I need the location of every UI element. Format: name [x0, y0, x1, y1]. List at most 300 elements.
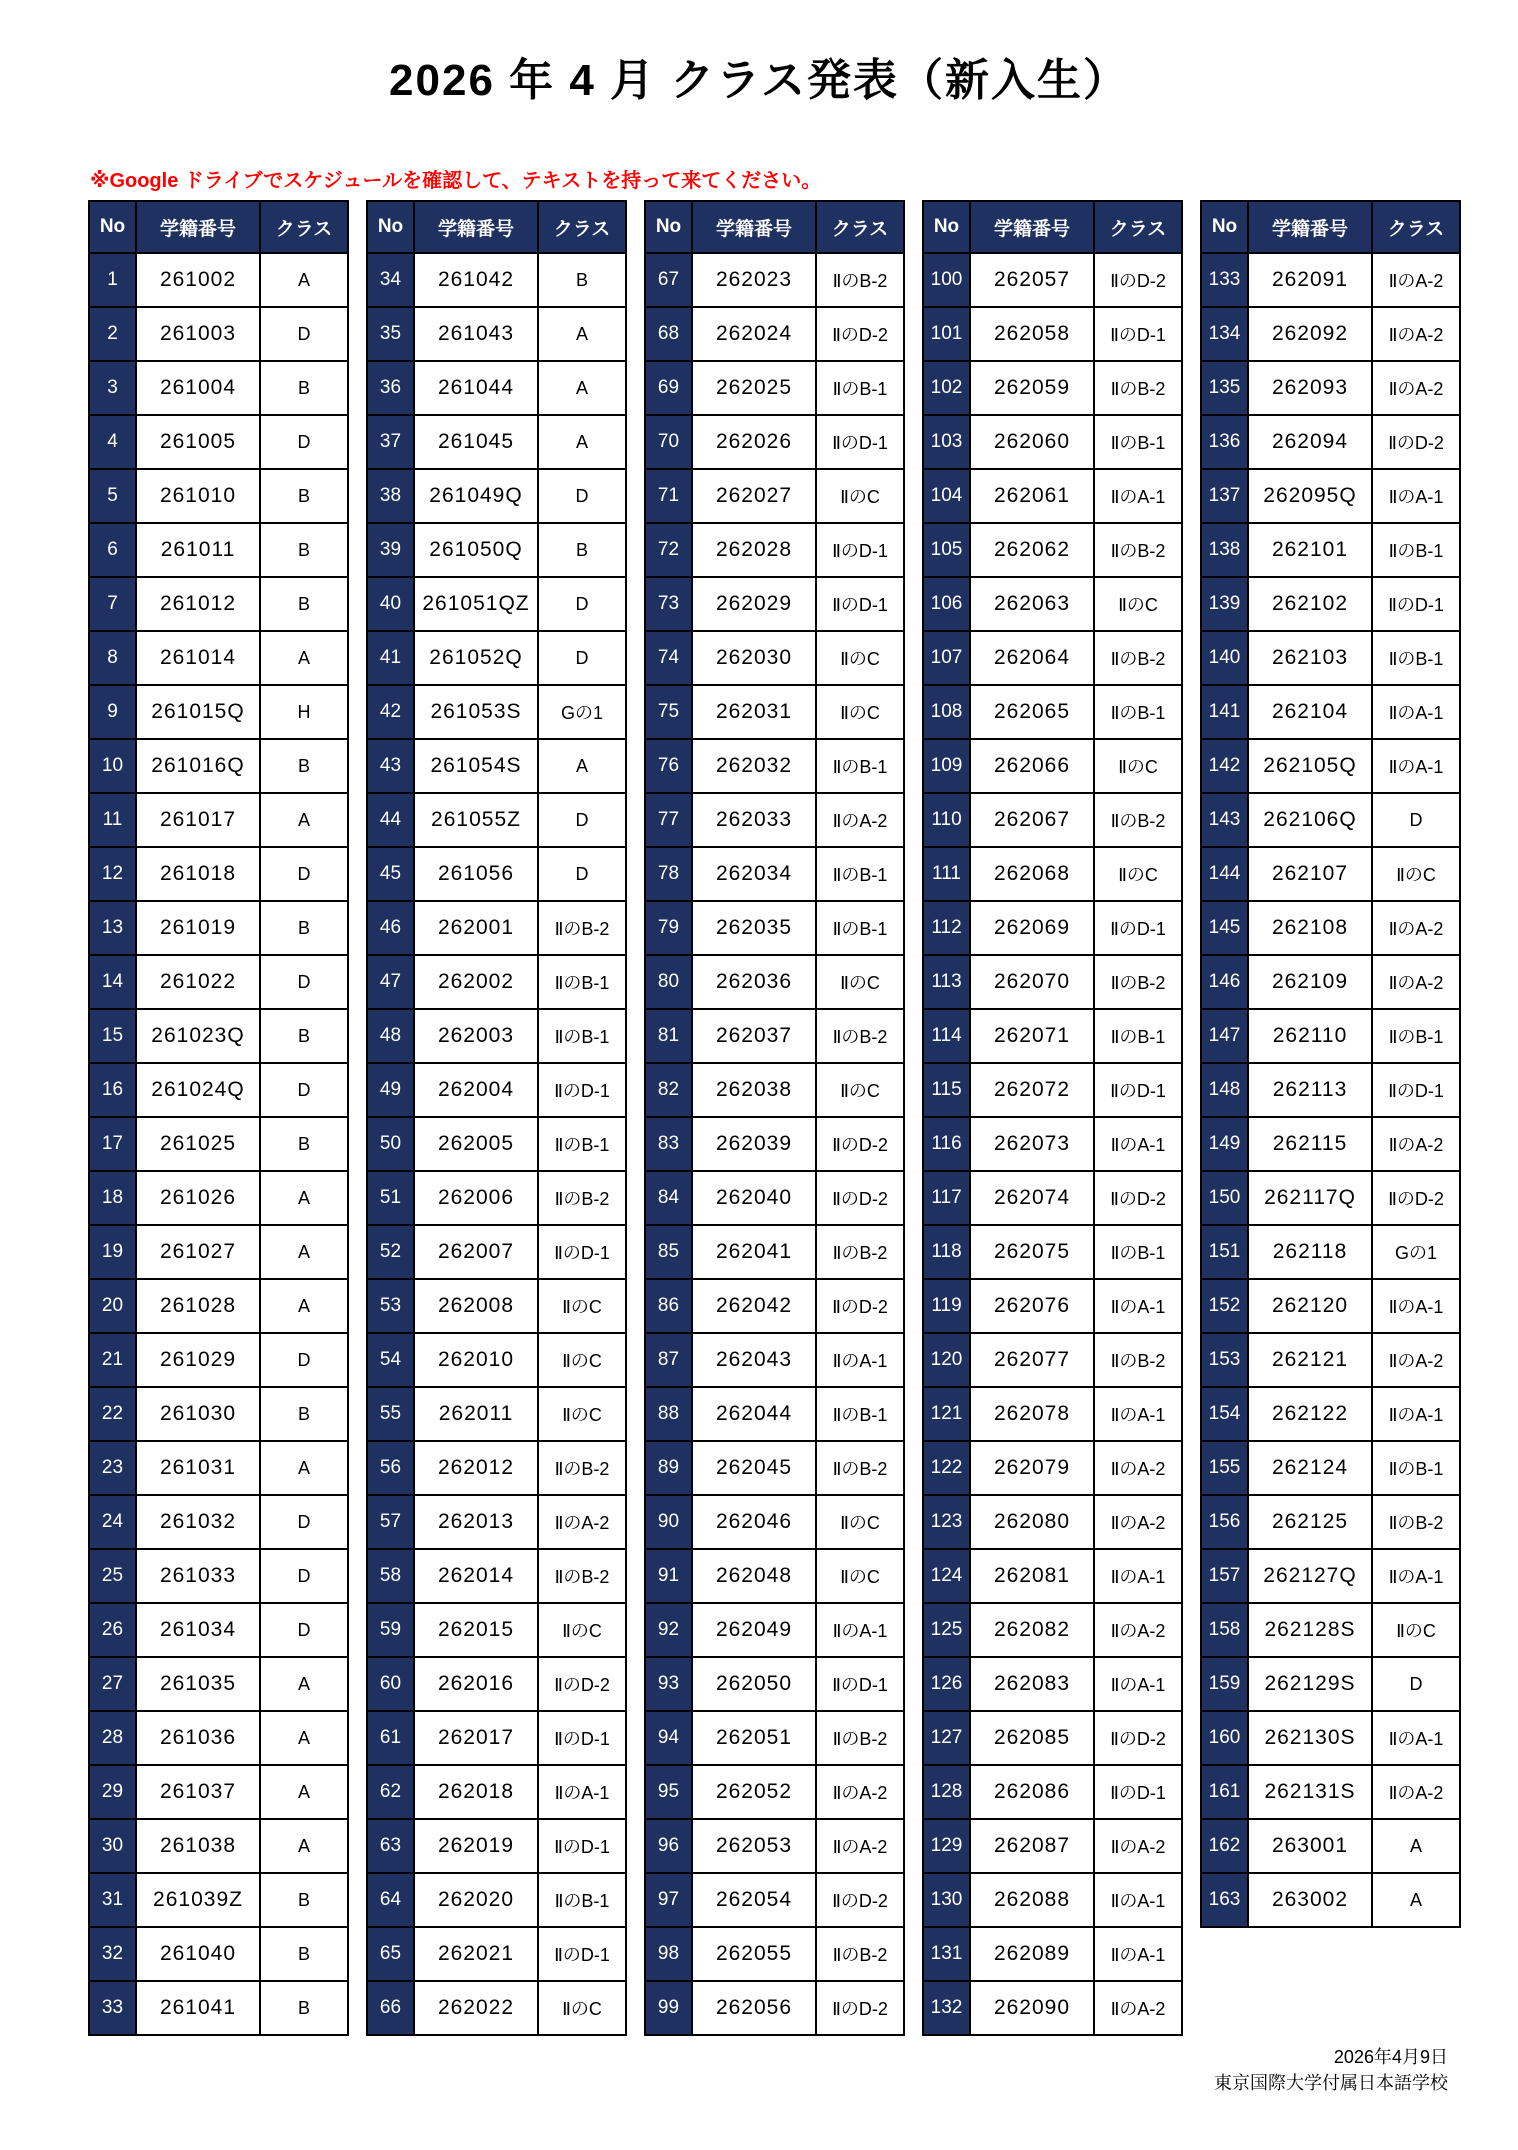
row-number-cell: 29 [89, 1765, 136, 1819]
student-id-cell: 261028 [136, 1279, 260, 1333]
class-cell: A [1372, 1819, 1460, 1873]
student-id-cell: 262091 [1248, 253, 1372, 307]
class-cell: ⅡのB-1 [1094, 1009, 1182, 1063]
row-number-cell: 91 [645, 1549, 692, 1603]
class-cell: ⅡのD-1 [538, 1225, 626, 1279]
row-number-cell: 156 [1201, 1495, 1248, 1549]
row-number-cell: 129 [923, 1819, 970, 1873]
table-row [645, 361, 904, 415]
table-row [645, 1117, 904, 1171]
row-number-cell: 76 [645, 739, 692, 793]
student-id-cell: 262094 [1248, 415, 1372, 469]
row-number-cell: 54 [367, 1333, 414, 1387]
student-id-cell: 262002 [414, 955, 538, 1009]
row-number-cell: 104 [923, 469, 970, 523]
student-id-cell: 262005 [414, 1117, 538, 1171]
student-id-cell: 262033 [692, 793, 816, 847]
row-number-cell: 157 [1201, 1549, 1248, 1603]
table-row [1201, 1765, 1460, 1819]
class-cell: D [260, 307, 348, 361]
class-cell: ⅡのA-2 [816, 1819, 904, 1873]
row-number-cell: 161 [1201, 1765, 1248, 1819]
table-row [1201, 1171, 1460, 1225]
table-row [367, 361, 626, 415]
table-row [923, 1117, 1182, 1171]
class-cell: ⅡのB-1 [538, 1873, 626, 1927]
table-row [367, 1873, 626, 1927]
table-row [1201, 901, 1460, 955]
row-number-cell: 38 [367, 469, 414, 523]
class-cell: ⅡのD-2 [816, 1873, 904, 1927]
row-number-cell: 115 [923, 1063, 970, 1117]
row-number-cell: 51 [367, 1171, 414, 1225]
class-cell: ⅡのB-2 [816, 1711, 904, 1765]
row-number-cell: 64 [367, 1873, 414, 1927]
table-row [367, 1819, 626, 1873]
class-cell: ⅡのB-2 [816, 1225, 904, 1279]
class-table-body [89, 253, 348, 2035]
table-row [89, 685, 348, 739]
student-id-cell: 262043 [692, 1333, 816, 1387]
row-number-cell: 149 [1201, 1117, 1248, 1171]
student-id-cell: 262049 [692, 1603, 816, 1657]
student-id-cell: 261038 [136, 1819, 260, 1873]
table-row [645, 1927, 904, 1981]
row-number-cell: 142 [1201, 739, 1248, 793]
student-id-cell: 262054 [692, 1873, 816, 1927]
class-cell: ⅡのB-2 [1094, 361, 1182, 415]
class-table-2 [366, 200, 627, 2036]
row-number-cell: 31 [89, 1873, 136, 1927]
row-number-cell: 59 [367, 1603, 414, 1657]
student-id-cell: 262087 [970, 1819, 1094, 1873]
column-header-class: クラス [1094, 201, 1182, 253]
table-row [89, 1657, 348, 1711]
table-row [645, 1495, 904, 1549]
student-id-cell: 261042 [414, 253, 538, 307]
row-number-cell: 160 [1201, 1711, 1248, 1765]
student-id-cell: 261002 [136, 253, 260, 307]
class-table-1 [88, 200, 349, 2036]
row-number-cell: 47 [367, 955, 414, 1009]
student-id-cell: 263002 [1248, 1873, 1372, 1927]
table-row [923, 577, 1182, 631]
class-cell: ⅡのC [1372, 1603, 1460, 1657]
class-cell: ⅡのB-1 [538, 955, 626, 1009]
student-id-cell: 262063 [970, 577, 1094, 631]
student-id-cell: 261052Q [414, 631, 538, 685]
row-number-cell: 41 [367, 631, 414, 685]
row-number-cell: 84 [645, 1171, 692, 1225]
class-cell: ⅡのB-2 [1372, 1495, 1460, 1549]
class-cell: Gの1 [1372, 1225, 1460, 1279]
table-row [645, 1873, 904, 1927]
class-cell: ⅡのA-1 [1372, 1387, 1460, 1441]
student-id-cell: 261056 [414, 847, 538, 901]
class-cell: A [260, 631, 348, 685]
class-cell: ⅡのB-2 [816, 1009, 904, 1063]
table-row [367, 901, 626, 955]
class-cell: D [260, 955, 348, 1009]
table-row [645, 631, 904, 685]
row-number-cell: 30 [89, 1819, 136, 1873]
table-row [89, 1981, 348, 2035]
table-row [367, 1117, 626, 1171]
class-cell: D [538, 469, 626, 523]
student-id-cell: 262092 [1248, 307, 1372, 361]
student-id-cell: 262034 [692, 847, 816, 901]
row-number-cell: 135 [1201, 361, 1248, 415]
class-cell: ⅡのA-2 [816, 793, 904, 847]
table-row [645, 793, 904, 847]
row-number-cell: 123 [923, 1495, 970, 1549]
table-row [923, 253, 1182, 307]
class-cell: ⅡのB-1 [1372, 523, 1460, 577]
row-number-cell: 128 [923, 1765, 970, 1819]
row-number-cell: 25 [89, 1549, 136, 1603]
column-header-no: No [923, 201, 970, 253]
row-number-cell: 70 [645, 415, 692, 469]
student-id-cell: 261032 [136, 1495, 260, 1549]
class-cell: ⅡのC [538, 1387, 626, 1441]
student-id-cell: 262072 [970, 1063, 1094, 1117]
student-id-cell: 262073 [970, 1117, 1094, 1171]
student-id-cell: 262056 [692, 1981, 816, 2035]
student-id-cell: 262095Q [1248, 469, 1372, 523]
table-row [89, 955, 348, 1009]
student-id-cell: 262106Q [1248, 793, 1372, 847]
class-cell: ⅡのC [538, 1333, 626, 1387]
class-cell: ⅡのB-2 [816, 253, 904, 307]
table-row [923, 901, 1182, 955]
student-id-cell: 261003 [136, 307, 260, 361]
table-row [89, 1873, 348, 1927]
class-cell: ⅡのA-1 [1094, 1657, 1182, 1711]
row-number-cell: 82 [645, 1063, 692, 1117]
table-row [645, 739, 904, 793]
class-cell: A [538, 307, 626, 361]
student-id-cell: 262060 [970, 415, 1094, 469]
class-cell: ⅡのC [816, 1063, 904, 1117]
table-row [89, 1063, 348, 1117]
student-id-cell: 262027 [692, 469, 816, 523]
student-id-cell: 262108 [1248, 901, 1372, 955]
student-id-cell: 262075 [970, 1225, 1094, 1279]
student-id-cell: 262122 [1248, 1387, 1372, 1441]
class-cell: B [260, 577, 348, 631]
column-header-class: クラス [538, 201, 626, 253]
class-cell: D [538, 631, 626, 685]
row-number-cell: 94 [645, 1711, 692, 1765]
class-cell: ⅡのD-2 [1094, 1711, 1182, 1765]
class-cell: B [260, 739, 348, 793]
student-id-cell: 262014 [414, 1549, 538, 1603]
class-cell: ⅡのA-1 [1094, 1549, 1182, 1603]
row-number-cell: 162 [1201, 1819, 1248, 1873]
class-cell: ⅡのB-2 [538, 901, 626, 955]
class-cell: ⅡのA-2 [1372, 253, 1460, 307]
student-id-cell: 262093 [1248, 361, 1372, 415]
row-number-cell: 28 [89, 1711, 136, 1765]
table-row [89, 1927, 348, 1981]
student-id-cell: 262130S [1248, 1711, 1372, 1765]
row-number-cell: 89 [645, 1441, 692, 1495]
class-cell: ⅡのB-2 [1094, 631, 1182, 685]
student-id-cell: 262029 [692, 577, 816, 631]
class-cell: A [260, 1171, 348, 1225]
class-cell: ⅡのB-1 [816, 901, 904, 955]
class-cell: ⅡのC [816, 631, 904, 685]
class-cell: ⅡのD-1 [538, 1063, 626, 1117]
table-row [645, 847, 904, 901]
class-cell: ⅡのD-2 [816, 307, 904, 361]
student-id-cell: 262125 [1248, 1495, 1372, 1549]
row-number-cell: 136 [1201, 415, 1248, 469]
table-row [923, 1009, 1182, 1063]
student-id-cell: 261004 [136, 361, 260, 415]
table-row [1201, 1819, 1460, 1873]
table-row [367, 1441, 626, 1495]
class-cell: ⅡのD-1 [1094, 1765, 1182, 1819]
student-id-cell: 262031 [692, 685, 816, 739]
class-cell: ⅡのA-2 [1094, 1603, 1182, 1657]
student-id-cell: 262103 [1248, 631, 1372, 685]
row-number-cell: 146 [1201, 955, 1248, 1009]
row-number-cell: 49 [367, 1063, 414, 1117]
row-number-cell: 133 [1201, 253, 1248, 307]
class-cell: ⅡのA-1 [1372, 1549, 1460, 1603]
class-cell: ⅡのD-1 [1372, 577, 1460, 631]
student-id-cell: 262101 [1248, 523, 1372, 577]
class-cell: ⅡのA-1 [1372, 1279, 1460, 1333]
row-number-cell: 65 [367, 1927, 414, 1981]
table-row [1201, 469, 1460, 523]
row-number-cell: 22 [89, 1387, 136, 1441]
table-row [367, 523, 626, 577]
class-cell: ⅡのB-1 [1094, 415, 1182, 469]
header-row [645, 201, 904, 253]
row-number-cell: 10 [89, 739, 136, 793]
table-row [89, 1171, 348, 1225]
row-number-cell: 105 [923, 523, 970, 577]
row-number-cell: 42 [367, 685, 414, 739]
table-row [923, 1927, 1182, 1981]
student-id-cell: 262076 [970, 1279, 1094, 1333]
student-id-cell: 261027 [136, 1225, 260, 1279]
class-cell: D [260, 1495, 348, 1549]
row-number-cell: 34 [367, 253, 414, 307]
student-id-cell: 261054S [414, 739, 538, 793]
row-number-cell: 81 [645, 1009, 692, 1063]
student-id-cell: 262105Q [1248, 739, 1372, 793]
table-row [367, 1657, 626, 1711]
student-id-cell: 262036 [692, 955, 816, 1009]
class-cell: D [538, 847, 626, 901]
row-number-cell: 50 [367, 1117, 414, 1171]
row-number-cell: 74 [645, 631, 692, 685]
student-id-cell: 262065 [970, 685, 1094, 739]
student-id-cell: 262107 [1248, 847, 1372, 901]
class-cell: ⅡのA-2 [1094, 1441, 1182, 1495]
table-row [645, 1657, 904, 1711]
table-row [89, 1603, 348, 1657]
row-number-cell: 52 [367, 1225, 414, 1279]
table-row [923, 1279, 1182, 1333]
class-cell: ⅡのD-1 [1094, 1063, 1182, 1117]
student-id-cell: 261019 [136, 901, 260, 955]
table-row [1201, 631, 1460, 685]
row-number-cell: 140 [1201, 631, 1248, 685]
table-row [367, 1387, 626, 1441]
row-number-cell: 100 [923, 253, 970, 307]
class-cell: B [260, 1009, 348, 1063]
row-number-cell: 35 [367, 307, 414, 361]
class-cell: ⅡのB-2 [816, 1441, 904, 1495]
student-id-cell: 262035 [692, 901, 816, 955]
class-cell: A [260, 253, 348, 307]
row-number-cell: 13 [89, 901, 136, 955]
student-id-cell: 262019 [414, 1819, 538, 1873]
row-number-cell: 67 [645, 253, 692, 307]
student-id-cell: 262012 [414, 1441, 538, 1495]
class-cell: ⅡのC [1094, 577, 1182, 631]
table-row [89, 253, 348, 307]
table-row [923, 307, 1182, 361]
student-id-cell: 262052 [692, 1765, 816, 1819]
class-cell: ⅡのD-2 [816, 1117, 904, 1171]
row-number-cell: 6 [89, 523, 136, 577]
student-id-cell: 262120 [1248, 1279, 1372, 1333]
class-cell: A [1372, 1873, 1460, 1927]
row-number-cell: 108 [923, 685, 970, 739]
row-number-cell: 48 [367, 1009, 414, 1063]
table-row [645, 1171, 904, 1225]
student-id-cell: 261014 [136, 631, 260, 685]
row-number-cell: 40 [367, 577, 414, 631]
student-id-cell: 262059 [970, 361, 1094, 415]
row-number-cell: 57 [367, 1495, 414, 1549]
student-id-cell: 262081 [970, 1549, 1094, 1603]
row-number-cell: 163 [1201, 1873, 1248, 1927]
student-id-cell: 262083 [970, 1657, 1094, 1711]
row-number-cell: 155 [1201, 1441, 1248, 1495]
row-number-cell: 96 [645, 1819, 692, 1873]
table-row [89, 1441, 348, 1495]
row-number-cell: 110 [923, 793, 970, 847]
row-number-cell: 15 [89, 1009, 136, 1063]
table-row [89, 793, 348, 847]
student-id-cell: 262016 [414, 1657, 538, 1711]
class-cell: ⅡのB-1 [816, 361, 904, 415]
table-row [645, 415, 904, 469]
row-number-cell: 117 [923, 1171, 970, 1225]
row-number-cell: 33 [89, 1981, 136, 2035]
row-number-cell: 122 [923, 1441, 970, 1495]
student-id-cell: 262001 [414, 901, 538, 955]
table-row [367, 1225, 626, 1279]
student-id-cell: 261018 [136, 847, 260, 901]
class-cell: ⅡのA-1 [1094, 1279, 1182, 1333]
table-row [367, 793, 626, 847]
table-row [89, 415, 348, 469]
student-id-cell: 263001 [1248, 1819, 1372, 1873]
student-id-cell: 261050Q [414, 523, 538, 577]
table-row [645, 1819, 904, 1873]
class-table-5 [1200, 200, 1461, 1928]
table-row [1201, 307, 1460, 361]
row-number-cell: 114 [923, 1009, 970, 1063]
row-number-cell: 45 [367, 847, 414, 901]
row-number-cell: 83 [645, 1117, 692, 1171]
table-row [645, 1441, 904, 1495]
table-row [923, 469, 1182, 523]
row-number-cell: 87 [645, 1333, 692, 1387]
class-cell: B [260, 1387, 348, 1441]
student-id-cell: 262104 [1248, 685, 1372, 739]
table-row [923, 1765, 1182, 1819]
row-number-cell: 14 [89, 955, 136, 1009]
footer [1214, 2044, 1448, 2096]
row-number-cell: 92 [645, 1603, 692, 1657]
student-id-cell: 261015Q [136, 685, 260, 739]
student-id-cell: 261036 [136, 1711, 260, 1765]
class-cell: ⅡのD-2 [1372, 415, 1460, 469]
row-number-cell: 5 [89, 469, 136, 523]
table-row [367, 685, 626, 739]
student-id-cell: 262028 [692, 523, 816, 577]
class-cell: Gの1 [538, 685, 626, 739]
class-cell: ⅡのA-2 [1094, 1819, 1182, 1873]
table-row [923, 1873, 1182, 1927]
student-id-cell: 262086 [970, 1765, 1094, 1819]
table-row [1201, 1495, 1460, 1549]
row-number-cell: 147 [1201, 1009, 1248, 1063]
class-cell: ⅡのC [1094, 739, 1182, 793]
table-row [923, 1063, 1182, 1117]
student-id-cell: 262131S [1248, 1765, 1372, 1819]
row-number-cell: 119 [923, 1279, 970, 1333]
row-number-cell: 90 [645, 1495, 692, 1549]
student-id-cell: 262069 [970, 901, 1094, 955]
student-id-cell: 262025 [692, 361, 816, 415]
student-id-cell: 261031 [136, 1441, 260, 1495]
student-id-cell: 262037 [692, 1009, 816, 1063]
class-cell: ⅡのA-1 [1372, 685, 1460, 739]
class-cell: ⅡのB-1 [538, 1117, 626, 1171]
row-number-cell: 98 [645, 1927, 692, 1981]
student-id-cell: 261037 [136, 1765, 260, 1819]
class-cell: A [260, 1441, 348, 1495]
class-cell: ⅡのD-2 [816, 1981, 904, 2035]
row-number-cell: 93 [645, 1657, 692, 1711]
class-cell: ⅡのC [816, 955, 904, 1009]
student-id-cell: 262077 [970, 1333, 1094, 1387]
table-row [89, 1333, 348, 1387]
table-row [367, 415, 626, 469]
table-row [89, 631, 348, 685]
row-number-cell: 69 [645, 361, 692, 415]
student-id-cell: 262067 [970, 793, 1094, 847]
class-table-body [645, 253, 904, 2035]
row-number-cell: 24 [89, 1495, 136, 1549]
student-id-cell: 262004 [414, 1063, 538, 1117]
student-id-cell: 262080 [970, 1495, 1094, 1549]
table-row [923, 847, 1182, 901]
student-id-cell: 262017 [414, 1711, 538, 1765]
student-id-cell: 261005 [136, 415, 260, 469]
class-cell: ⅡのA-2 [1372, 1765, 1460, 1819]
table-row [1201, 1873, 1460, 1927]
